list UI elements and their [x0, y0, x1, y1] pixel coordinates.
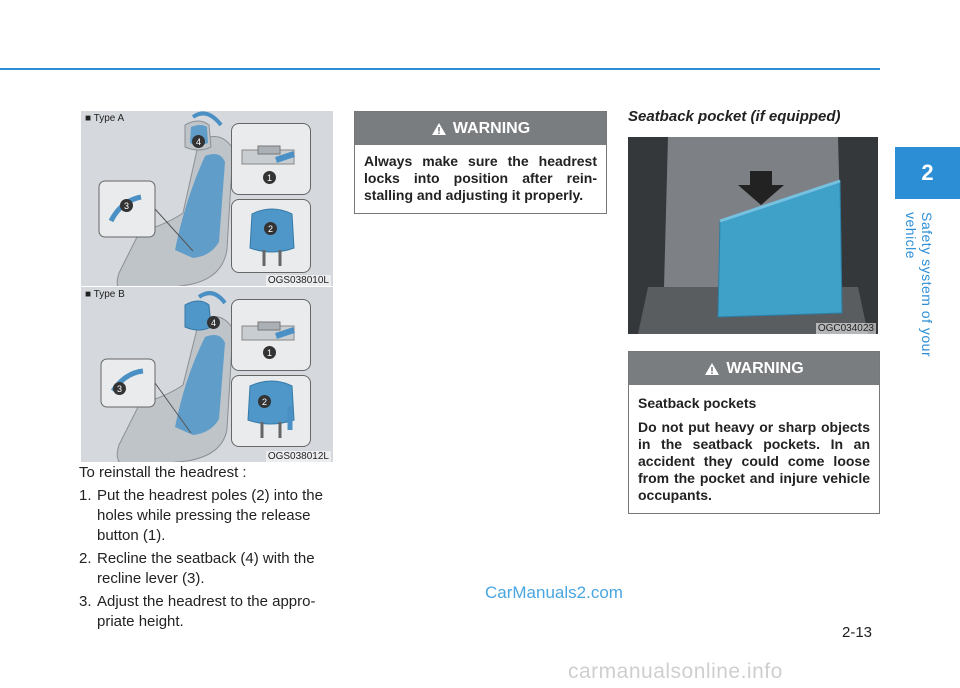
list-item — [79, 592, 333, 632]
warning-triangle-icon — [704, 362, 720, 376]
callout-2: 2 — [264, 222, 277, 235]
callout-4: 4 — [192, 135, 205, 148]
step-text: Adjust the headrest to the appro-priate height. — [97, 593, 316, 630]
warning-header — [355, 112, 606, 145]
warning-text: Always make sure the headrest locks into position after rein-stalling and adjusting it properly. — [364, 153, 597, 203]
warning-header — [629, 352, 879, 385]
figure-code: OGS038012L — [267, 451, 329, 462]
pocket-warning-box — [628, 351, 880, 514]
watermark-carmanuals2[interactable]: CarManuals2.com — [485, 583, 623, 602]
list-item — [79, 486, 333, 546]
inset-release-button — [231, 299, 311, 371]
warning-header-text: WARNING — [452, 119, 531, 137]
inset-headrest-poles — [231, 199, 311, 273]
warning-text: Do not put heavy or sharp objects in the seatback pockets. In an accident they could come loose from the pocket and injure vehicle occupants. — [638, 419, 870, 503]
list-item — [79, 549, 333, 589]
figure-type-label: ■ Type B — [85, 289, 125, 300]
instructions-intro: To reinstall the headrest : — [79, 464, 247, 481]
warning-body — [629, 385, 879, 513]
step-number: 1. — [79, 487, 92, 504]
figure-type-b — [81, 287, 333, 462]
warning-title: Seatback pockets — [638, 395, 757, 411]
inset-release-button — [231, 123, 311, 195]
warning-header-text: WARNING — [726, 359, 804, 377]
callout-3: 3 — [113, 382, 126, 395]
callout-1: 1 — [263, 171, 276, 184]
headrest-illustration — [232, 200, 310, 272]
top-rule — [0, 68, 880, 70]
callout-2: 2 — [258, 395, 271, 408]
release-button-illustration — [232, 300, 310, 370]
chapter-number-tab: 2 — [895, 147, 960, 199]
step-number: 2. — [79, 550, 92, 567]
step-text: Recline the seatback (4) with the recline lever (3). — [97, 550, 315, 587]
section-title: Seatback pocket (if equipped) — [628, 108, 841, 125]
headrest-illustration — [232, 376, 310, 446]
step-number: 3. — [79, 593, 92, 610]
warning-triangle-icon — [431, 122, 447, 136]
reinstall-instructions — [79, 463, 333, 635]
seatback-pocket-illustration — [628, 137, 878, 334]
figure-type-label: ■ Type A — [85, 113, 125, 124]
figure-type-a — [81, 111, 333, 286]
headrest-warning-box — [354, 111, 607, 214]
callout-1: 1 — [263, 346, 276, 359]
watermark-carmanualsonline: carmanualsonline.info — [568, 660, 783, 683]
chapter-title: Safety system of your vehicle — [903, 212, 935, 358]
seatback-pocket-photo — [628, 137, 878, 334]
photo-code: OGC034023 — [817, 323, 874, 334]
inset-headrest-poles — [231, 375, 311, 447]
step-text: Put the headrest poles (2) into the holes while pressing the release button (1). — [97, 487, 323, 544]
figure-code: OGS038010L — [267, 275, 329, 286]
callout-3: 3 — [120, 199, 133, 212]
callout-4: 4 — [207, 316, 220, 329]
page-number: 2-13 — [842, 624, 873, 641]
